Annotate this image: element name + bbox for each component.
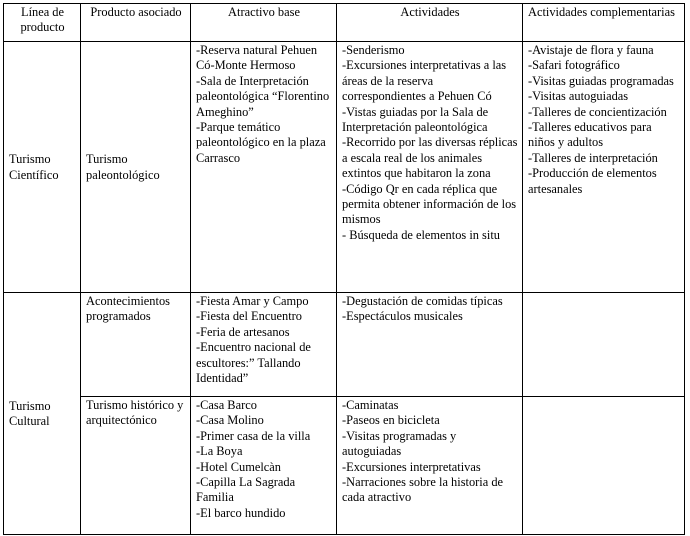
header-producto: Producto asociado <box>81 4 191 42</box>
list-item: -Talleres de concientización <box>528 104 667 119</box>
complementarias-cell <box>523 397 685 535</box>
list-item: -Visitas guiadas programadas <box>528 73 674 88</box>
header-row <box>4 4 685 42</box>
list-item: -Caminatas <box>342 398 399 412</box>
list-item: -Excursiones interpretativas <box>342 459 481 474</box>
list-item: -Narraciones sobre la historia de cada atractivo <box>342 475 507 505</box>
list-item: -Visitas programadas y autoguiadas <box>342 428 460 459</box>
list-item: -Visitas autoguiadas <box>528 89 629 104</box>
atractivo-cell <box>191 42 337 293</box>
atractivo-cell <box>191 293 337 397</box>
list-item: -Producción de elementos artesanales <box>528 166 660 196</box>
list-item: -Recorrido por las diversas réplicas a escala real de los animales extintos que habitaron la zona <box>342 135 521 181</box>
table-row <box>4 293 685 397</box>
list-item: -Código Qr en cada réplica que permita obtener información de los mismos <box>342 181 520 227</box>
list-item: -Casa Molino <box>196 413 264 428</box>
actividades-cell <box>337 42 523 293</box>
list-item: -Sala de Interpretación paleontológica “Florentino Ameghino” <box>196 73 332 119</box>
list-item: -Capilla La Sagrada Familia <box>196 475 299 505</box>
header-atractivo: Atractivo base <box>191 4 337 42</box>
list-item: -Senderismo <box>342 43 405 57</box>
list-item: -Excursiones interpretativas a las áreas de la reserva correspondientes a Pehuen Có <box>342 58 510 104</box>
list-item: -Feria de artesanos <box>196 324 290 339</box>
list-item: -Espectáculos musicales <box>342 309 463 324</box>
list-item: -Degustación de comidas típicas <box>342 294 503 308</box>
header-actividades: Actividades <box>337 4 523 42</box>
list-item: -Reserva natural Pehuen Có-Monte Hermoso <box>196 43 321 73</box>
list-item: -Safari fotográfico <box>528 58 620 73</box>
list-item: -Fiesta Amar y Campo <box>196 294 309 308</box>
list-item: -Paseos en bicicleta <box>342 413 440 428</box>
list-item: -Encuentro nacional de escultores:” Tallando Identidad” <box>196 340 315 386</box>
list-item: -Parque temático paleontológico en la plaza Carrasco <box>196 120 329 165</box>
actividades-cell <box>337 293 523 397</box>
header-complementarias: Actividades complementarias <box>523 4 685 42</box>
header-linea: Línea de producto <box>4 4 81 42</box>
atractivo-cell <box>191 397 337 535</box>
list-item: -Talleres educativos para niños y adultos <box>528 120 655 150</box>
linea-cell: Turismo Cultural <box>4 293 81 535</box>
producto-cell: Acontecimientos programados <box>81 293 191 397</box>
complementarias-cell <box>523 42 685 293</box>
table-row <box>4 42 685 293</box>
actividades-cell <box>337 397 523 535</box>
producto-cell: Turismo histórico y arquitectónico <box>81 397 191 535</box>
list-item: -Avistaje de flora y fauna <box>528 43 654 57</box>
list-item: -Hotel Cumelcàn <box>196 459 281 474</box>
linea-cell: Turismo Científico <box>4 42 81 293</box>
list-item: -Vistas guiadas por la Sala de Interpretación paleontológica <box>342 104 492 135</box>
list-item: -Casa Barco <box>196 398 257 412</box>
list-item: -El barco hundido <box>196 505 286 520</box>
producto-cell: Turismo paleontológico <box>81 42 191 293</box>
complementarias-cell <box>523 293 685 397</box>
list-item: - Búsqueda de elementos in situ <box>342 227 500 242</box>
product-table <box>3 3 685 535</box>
list-item: -Fiesta del Encuentro <box>196 309 302 324</box>
table-row <box>4 397 685 535</box>
list-item: -Primer casa de la villa <box>196 428 311 443</box>
list-item: -La Boya <box>196 444 243 459</box>
list-item: -Talleres de interpretación <box>528 150 658 165</box>
